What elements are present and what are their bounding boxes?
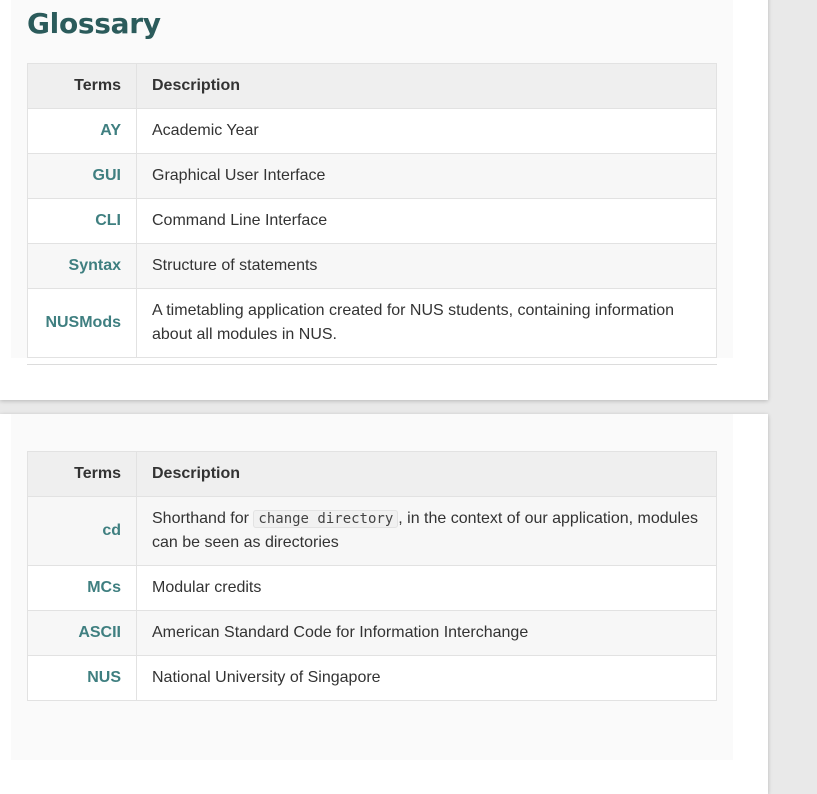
term-cell: GUI <box>28 154 137 199</box>
table-row <box>28 199 717 244</box>
term-cell: NUS <box>28 656 137 701</box>
term-cell: AY <box>28 109 137 154</box>
table-row <box>28 109 717 154</box>
term-cell: MCs <box>28 566 137 611</box>
description-header: Description <box>137 64 717 109</box>
table-row <box>28 656 717 701</box>
description-cell: Graphical User Interface <box>137 154 717 199</box>
description-cell: Structure of statements <box>137 244 717 289</box>
terms-header: Terms <box>28 64 137 109</box>
description-text: , in the context of our application, modules can be seen as directories <box>152 510 698 551</box>
description-text: Shorthand for <box>152 510 254 527</box>
description-cell: Academic Year <box>137 109 717 154</box>
description-cell <box>137 497 717 566</box>
description-cell: American Standard Code for Information Interchange <box>137 611 717 656</box>
description-cell: Modular credits <box>137 566 717 611</box>
term-cell: Syntax <box>28 244 137 289</box>
table-row <box>28 154 717 199</box>
glossary-table-continued <box>27 451 717 701</box>
page-title: Glossary <box>27 7 161 40</box>
term-cell: CLI <box>28 199 137 244</box>
term-cell: ASCII <box>28 611 137 656</box>
table-row <box>28 611 717 656</box>
table-row <box>28 497 717 566</box>
divider <box>27 364 717 365</box>
glossary-table <box>27 63 717 358</box>
table-row <box>28 566 717 611</box>
table-row <box>28 244 717 289</box>
terms-header: Terms <box>28 452 137 497</box>
term-cell: cd <box>28 497 137 566</box>
table-header-row <box>28 64 717 109</box>
description-header: Description <box>137 452 717 497</box>
table-header-row <box>28 452 717 497</box>
description-cell: Command Line Interface <box>137 199 717 244</box>
term-cell: NUSMods <box>28 289 137 358</box>
description-cell: A timetabling application created for NUS students, containing information about all modules in NUS. <box>137 289 717 358</box>
description-cell: National University of Singapore <box>137 656 717 701</box>
inline-code: change directory <box>253 510 398 528</box>
table-row <box>28 289 717 358</box>
